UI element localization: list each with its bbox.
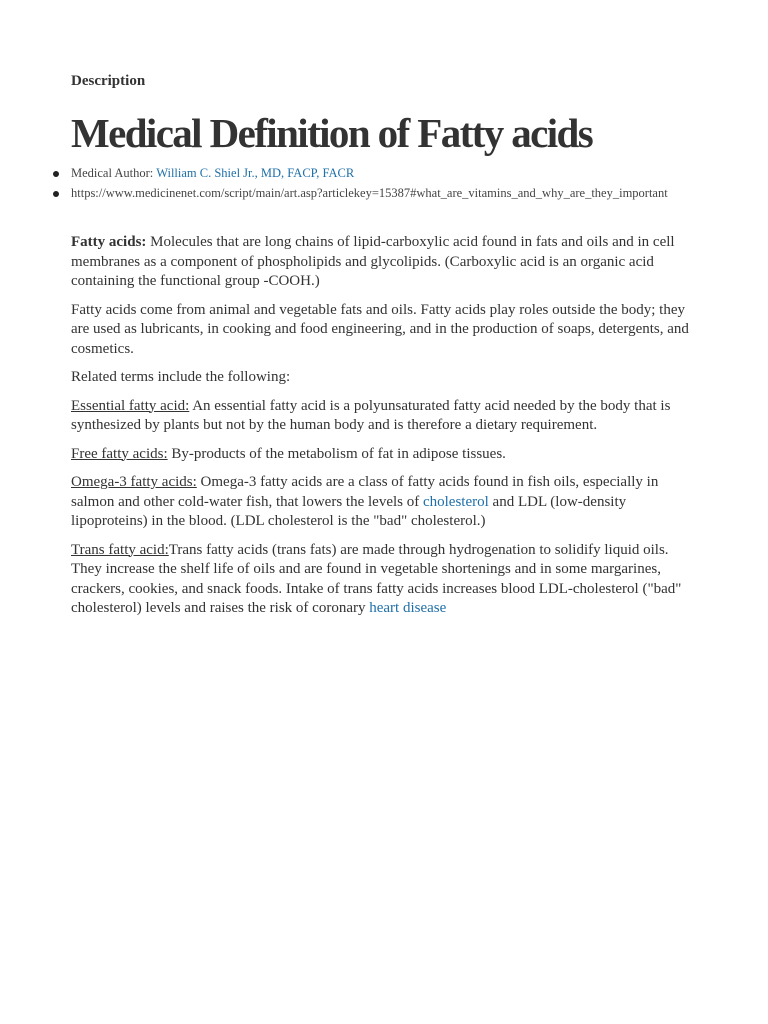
article-body [71, 233, 701, 628]
term-free-fatty-acids: Free fatty acids: [71, 445, 168, 462]
paragraph-trans-fatty-acid [71, 541, 701, 619]
paragraph-text: By-products of the metabolism of fat in adipose tissues. [167, 445, 506, 462]
paragraph-sources [71, 301, 701, 360]
author-item [71, 164, 696, 182]
meta-list [71, 164, 696, 204]
page-title: Medical Definition of Fatty acids [71, 110, 593, 156]
author-link[interactable]: William C. Shiel Jr., MD, FACP, FACR [156, 166, 355, 180]
paragraph-free-fatty-acids [71, 445, 701, 465]
paragraph-fatty-acids [71, 233, 701, 292]
bullet-icon [53, 171, 59, 177]
term-fatty-acids: Fatty acids: [71, 234, 147, 250]
author-prefix: Medical Author: [71, 166, 157, 180]
paragraph-text: Related terms include the following: [71, 369, 291, 385]
paragraph-text: Trans fatty acids (trans fats) are made through hydrogenation to solidify liquid oils. They increase the shelf life of oils and are found in vegetable shortenings and in some margarines, crackers, cookies, and snack foods. Intake of trans fatty acids increases blood LDL-cholesterol ("bad" cholesterol) levels and raises the risk of coronary [71, 541, 682, 616]
paragraph-text: Molecules that are long chains of lipid-carboxylic acid found in fats and oils and in cell membranes as a component of phospholipids and glycolipids. (Carboxylic acid is an organic acid containing the functional group -COOH.) [71, 234, 675, 289]
paragraph-text: An essential fatty acid is a polyunsaturated fatty acid needed by the body that is synthesized by plants but not by the human body and is therefore a dietary requirement. [71, 397, 671, 433]
term-essential-fatty-acid: Essential fatty acid: [71, 397, 190, 414]
term-omega-3: Omega-3 fatty acids: [71, 474, 197, 490]
paragraph-text: and LDL (low-density lipoproteins) in the blood. (LDL cholesterol is the "bad" cholesterol.) [71, 493, 627, 529]
paragraph-related-terms [71, 368, 701, 388]
paragraph-text: Fatty acids come from animal and vegetable fats and oils. Fatty acids play roles outside the body; they are used as lubricants, in cooking and food engineering, and in the production of soaps, detergents, and cosmetics. [71, 301, 689, 357]
heart-disease-link[interactable]: heart disease [369, 600, 447, 616]
bullet-icon [53, 191, 59, 197]
source-url-item [71, 184, 696, 202]
term-trans-fatty-acid: Trans fatty acid: [71, 541, 169, 558]
paragraph-omega-3 [71, 473, 701, 532]
description-label: Description [71, 73, 146, 89]
source-url: https://www.medicinenet.com/script/main/art.asp?articlekey=15387#what_are_vitamins_and_why_are_they_important [71, 186, 668, 200]
paragraph-essential-fatty-acid [71, 397, 701, 436]
paragraph-text: Omega-3 fatty acids are a class of fatty acids found in fish oils, especially in salmon and other cold-water fish, that lowers the levels of [71, 474, 659, 510]
cholesterol-link[interactable]: cholesterol [422, 493, 489, 510]
